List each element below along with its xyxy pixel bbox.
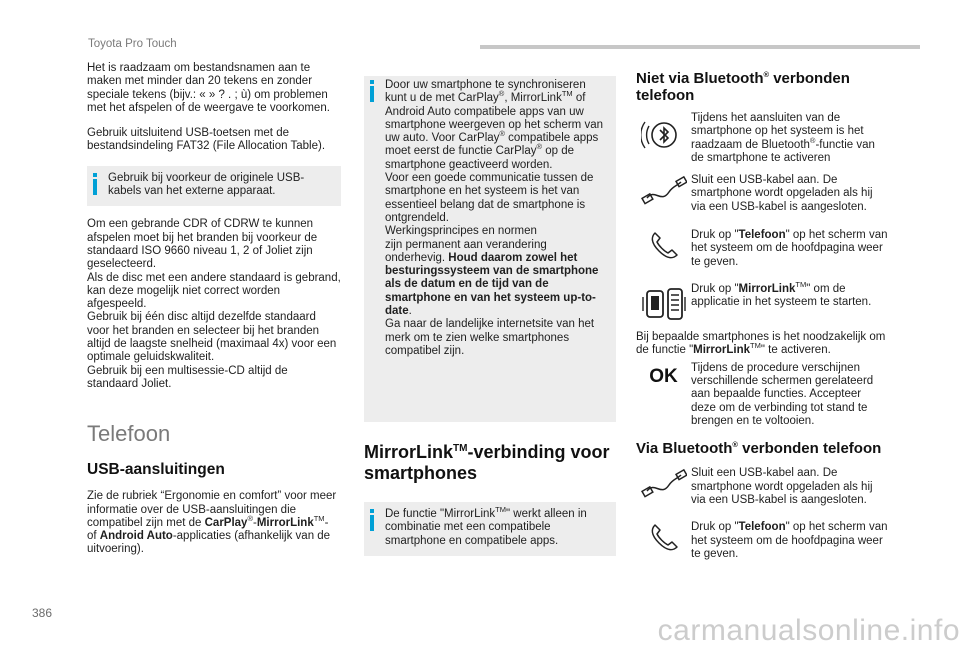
ok-step bbox=[636, 362, 888, 428]
header-rule bbox=[480, 45, 920, 49]
bluetooth-icon bbox=[636, 112, 691, 156]
via-bluetooth-heading: Via Bluetooth® verbonden telefoon bbox=[636, 440, 882, 458]
smartphone-sync-note bbox=[364, 76, 616, 422]
column-left bbox=[87, 62, 341, 557]
usb-step-1 bbox=[636, 174, 888, 218]
cd-standard-text: Om een gebrande CDR of CDRW te kunnen afspelen moet bij het branden bij voorkeur de standaard ISO 9660 niveau 1, 2 of Joliet zijn geselecteerd. bbox=[87, 218, 318, 271]
mirrorlink-note bbox=[364, 502, 616, 556]
filename-advice: Het is raadzaam om bestandsnamen aan te maken met minder dan 20 tekens en zonder speciale tekens (bijv.: « » ? . ; ù) om problemen met het afspelen of de weergave te voorkomen. bbox=[87, 62, 330, 114]
usb-heading: USB-aansluitingen bbox=[87, 461, 225, 479]
usb-step-1-text: Sluit een USB-kabel aan. De smartphone wordt opgeladen als hij via een USB-kabel is aangesloten. bbox=[691, 174, 873, 213]
section-title-telefoon: Telefoon bbox=[87, 421, 171, 447]
phone-step-1 bbox=[636, 229, 888, 273]
ok-label: OK bbox=[649, 365, 678, 387]
mirrorlink-title: MirrorLink™-verbinding voor smartphones bbox=[364, 442, 610, 483]
not-bluetooth-heading: Niet via Bluetooth® verbonden telefoon bbox=[636, 70, 850, 104]
website-paragraph: Ga naar de landelijke internetsite van het merk om te zien welke smartphones compatibel zijn. bbox=[385, 318, 595, 357]
usb-cable-icon bbox=[636, 467, 691, 511]
unlock-paragraph: Voor een goede communicatie tussen de smartphone en het systeem is het van essentieel belang dat de smartphone is ontgrendeld. bbox=[385, 172, 594, 224]
phone-step-2 bbox=[636, 521, 888, 565]
usb-cable-note bbox=[87, 166, 341, 207]
phone-handset-icon bbox=[636, 521, 691, 565]
sync-paragraph: Door uw smartphone te synchroniseren kunt u de met CarPlay®, MirrorLink™ of Android Auto compatibele apps van uw smartphone weergeven op het scherm van uw auto. Voor CarPlay® compatibele apps moet eerst de functie CarPlay® op de smartphone geactiveerd worden. bbox=[385, 79, 603, 171]
info-marker-icon bbox=[93, 173, 97, 195]
mirrorlink-app-icon bbox=[636, 283, 691, 327]
info-marker-icon bbox=[370, 509, 374, 531]
bluetooth-step bbox=[636, 112, 888, 165]
mirrorlink-step bbox=[636, 280, 888, 327]
watermark: carmanualsonline.info bbox=[657, 614, 960, 647]
usb-paragraph: Zie de rubriek “Ergonomie en comfort” voor meer informatie over de USB-aansluitingen die compatibel zijn met de CarPlay®-MirrorLink™- of Android Auto-applicaties (afhankelijk van de uitvoering). bbox=[87, 490, 337, 556]
principles-paragraph: Werkingsprincipes en normen bbox=[385, 225, 537, 238]
header-title: Toyota Pro Touch bbox=[88, 38, 177, 50]
column-right bbox=[636, 70, 888, 565]
usb-step-2 bbox=[636, 467, 888, 511]
mirrorlink-step-text: Druk op "MirrorLink™" om de applicatie in het systeem te starten. bbox=[691, 280, 872, 309]
column-middle bbox=[364, 76, 616, 556]
info-marker-icon bbox=[370, 80, 374, 102]
update-paragraph: zijn permanent aan verandering onderhevig. Houd daarom zowel het besturingssysteem van de smartphone als de datum en de tijd van de smartphone en van het systeem up-to-date. bbox=[385, 238, 599, 318]
ok-step-text: Tijdens de procedure verschijnen verschillende schermen gerelateerd aan bepaalde functies. Accepteer deze om de verbinding tot stand te brengen en te voltooien. bbox=[691, 361, 874, 427]
usb-step-2-text: Sluit een USB-kabel aan. De smartphone wordt opgeladen als hij via een USB-kabel is aangesloten. bbox=[691, 467, 873, 506]
cd-speed-text: Gebruik bij één disc altijd dezelfde standaard voor het branden en selecteer bij het branden altijd de laagste snelheid (maximaal 4x) voor een optimale geluidskwaliteit. bbox=[87, 311, 337, 364]
bluetooth-step-text: Tijdens het aansluiten van de smartphone op het systeem is het raadzaam de Bluetooth®-functie van de smartphone te activeren bbox=[691, 112, 875, 164]
ok-icon bbox=[636, 362, 691, 410]
page-number: 386 bbox=[32, 606, 53, 620]
activate-mirrorlink-text: Bij bepaalde smartphones is het noodzakelijk om de functie "MirrorLink™" te activeren. bbox=[636, 331, 886, 357]
usb-cable-note-text: Gebruik bij voorkeur de originele USB-kabels van het externe apparaat. bbox=[108, 171, 305, 198]
usb-cable-icon bbox=[636, 174, 691, 218]
phone-step-1-text: Druk op "Telefoon" op het scherm van het systeem om de hoofdpagina weer te geven. bbox=[691, 229, 888, 268]
phone-handset-icon bbox=[636, 229, 691, 273]
mirrorlink-note-text: De functie "MirrorLink™" werkt alleen in combinatie met een compatibele smartphone en compatibele apps. bbox=[385, 505, 587, 547]
cd-multisession-text: Gebruik bij een multisessie-CD altijd de standaard Joliet. bbox=[87, 364, 288, 390]
cd-other-standard-text: Als de disc met een andere standaard is gebrand, kan deze mogelijk niet correct worden afgespeeld. bbox=[87, 271, 341, 311]
phone-step-2-text: Druk op "Telefoon" op het scherm van het systeem om de hoofdpagina weer te geven. bbox=[691, 521, 888, 560]
fat32-advice: Gebruik uitsluitend USB-toetsen met de bestandsindeling FAT32 (File Allocation Table). bbox=[87, 127, 326, 153]
